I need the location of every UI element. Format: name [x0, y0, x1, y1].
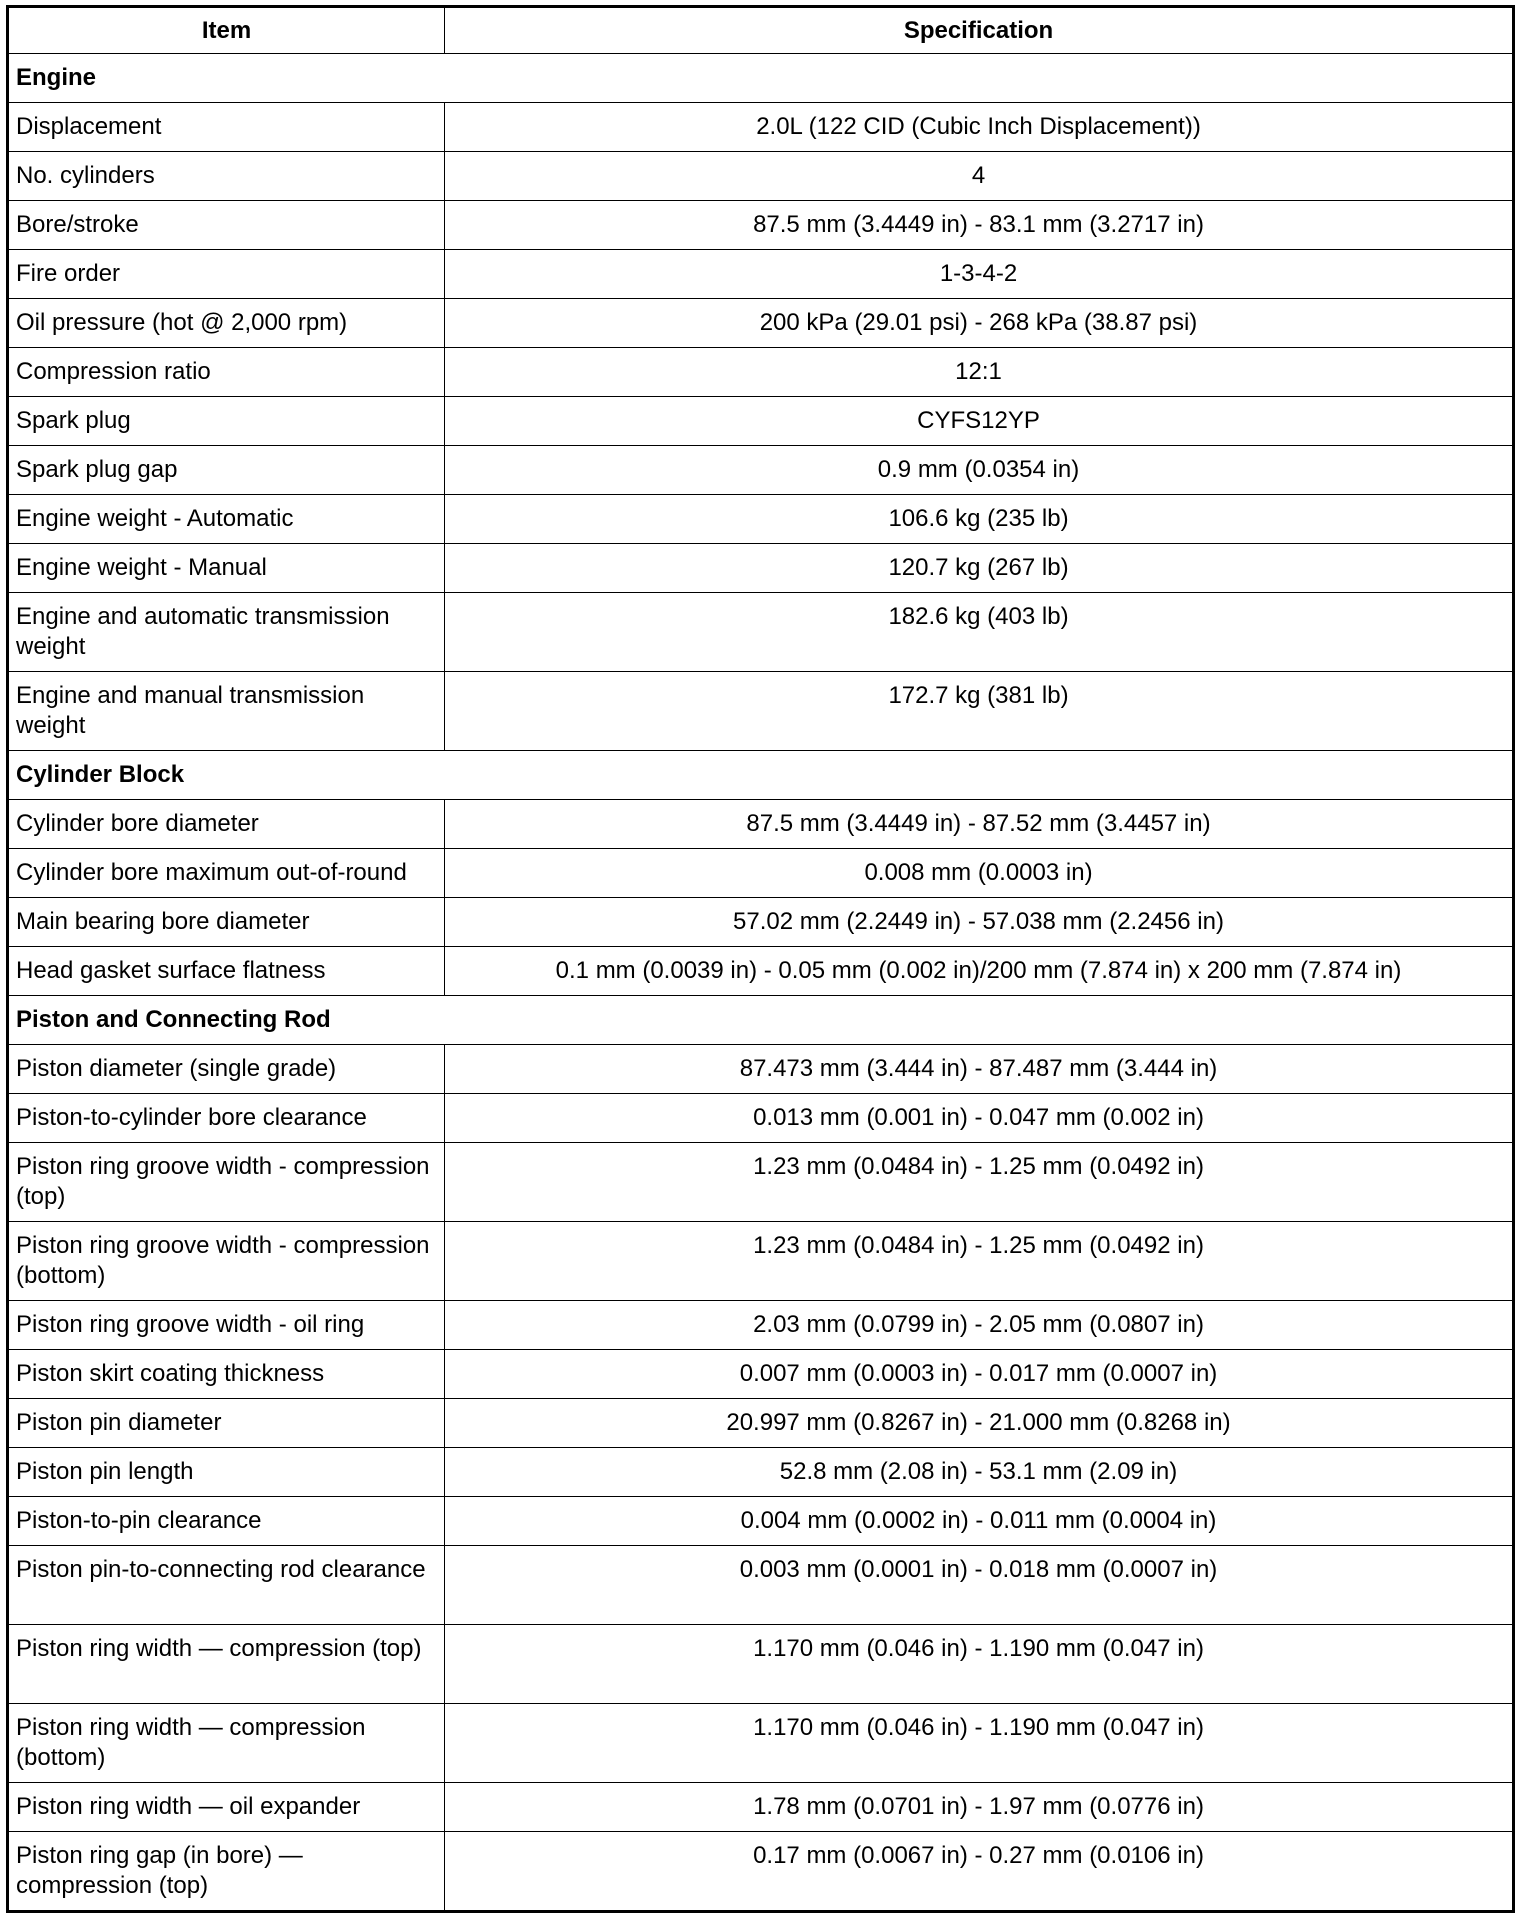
spec-cell: 1.78 mm (0.0701 in) - 1.97 mm (0.0776 in)	[445, 1783, 1514, 1832]
section-title-engine: Engine	[8, 54, 1514, 103]
item-cell: Piston pin-to-connecting rod clearance	[8, 1546, 445, 1625]
spec-cell: 52.8 mm (2.08 in) - 53.1 mm (2.09 in)	[445, 1448, 1514, 1497]
spec-cell: 0.003 mm (0.0001 in) - 0.018 mm (0.0007 in)	[445, 1546, 1514, 1625]
spec-cell: 57.02 mm (2.2449 in) - 57.038 mm (2.2456 in)	[445, 898, 1514, 947]
table-row	[8, 1045, 1514, 1094]
table-row	[8, 1625, 1514, 1704]
table-row	[8, 672, 1514, 751]
table-row	[8, 1143, 1514, 1222]
spec-cell: 20.997 mm (0.8267 in) - 21.000 mm (0.8268 in)	[445, 1399, 1514, 1448]
spec-cell: 0.9 mm (0.0354 in)	[445, 446, 1514, 495]
table-row	[8, 446, 1514, 495]
spec-cell: 0.1 mm (0.0039 in) - 0.05 mm (0.002 in)/200 mm (7.874 in) x 200 mm (7.874 in)	[445, 947, 1514, 996]
spec-cell: 0.004 mm (0.0002 in) - 0.011 mm (0.0004 in)	[445, 1497, 1514, 1546]
spec-cell: 106.6 kg (235 lb)	[445, 495, 1514, 544]
table-row	[8, 103, 1514, 152]
item-cell: Engine weight - Manual	[8, 544, 445, 593]
item-cell: Piston ring groove width - compression (top)	[8, 1143, 445, 1222]
item-cell: Engine and automatic transmission weight	[8, 593, 445, 672]
table-row	[8, 1546, 1514, 1625]
item-cell: No. cylinders	[8, 152, 445, 201]
item-cell: Main bearing bore diameter	[8, 898, 445, 947]
item-cell: Piston skirt coating thickness	[8, 1350, 445, 1399]
table-row	[8, 1301, 1514, 1350]
item-cell: Piston ring gap (in bore) — compression (top)	[8, 1832, 445, 1912]
item-cell: Piston ring width — compression (top)	[8, 1625, 445, 1704]
spec-cell: 0.008 mm (0.0003 in)	[445, 849, 1514, 898]
table-row	[8, 397, 1514, 446]
table-row	[8, 1094, 1514, 1143]
section-row	[8, 751, 1514, 800]
section-row	[8, 54, 1514, 103]
spec-cell: 120.7 kg (267 lb)	[445, 544, 1514, 593]
table-row	[8, 152, 1514, 201]
spec-cell: 2.0L (122 CID (Cubic Inch Displacement))	[445, 103, 1514, 152]
spec-cell: 2.03 mm (0.0799 in) - 2.05 mm (0.0807 in)	[445, 1301, 1514, 1350]
spec-cell: 87.5 mm (3.4449 in) - 87.52 mm (3.4457 in)	[445, 800, 1514, 849]
table-row	[8, 201, 1514, 250]
spec-cell: 1.23 mm (0.0484 in) - 1.25 mm (0.0492 in)	[445, 1143, 1514, 1222]
table-row	[8, 1832, 1514, 1912]
item-cell: Fire order	[8, 250, 445, 299]
table-row	[8, 348, 1514, 397]
section-title-piston-and-connecting-rod: Piston and Connecting Rod	[8, 996, 1514, 1045]
section-title-cylinder-block: Cylinder Block	[8, 751, 1514, 800]
table-row	[8, 1497, 1514, 1546]
item-cell: Piston ring width — oil expander	[8, 1783, 445, 1832]
table-row	[8, 1399, 1514, 1448]
spec-cell: 1-3-4-2	[445, 250, 1514, 299]
spec-cell: 0.013 mm (0.001 in) - 0.047 mm (0.002 in)	[445, 1094, 1514, 1143]
spec-cell: 0.17 mm (0.0067 in) - 0.27 mm (0.0106 in)	[445, 1832, 1514, 1912]
header-specification: Specification	[445, 7, 1514, 54]
item-cell: Head gasket surface flatness	[8, 947, 445, 996]
item-cell: Piston pin length	[8, 1448, 445, 1497]
table-row	[8, 1783, 1514, 1832]
table-header-row	[8, 7, 1514, 54]
spec-cell: 1.170 mm (0.046 in) - 1.190 mm (0.047 in)	[445, 1625, 1514, 1704]
spec-cell: 0.007 mm (0.0003 in) - 0.017 mm (0.0007 in)	[445, 1350, 1514, 1399]
item-cell: Piston diameter (single grade)	[8, 1045, 445, 1094]
table-row	[8, 495, 1514, 544]
spec-cell: 1.23 mm (0.0484 in) - 1.25 mm (0.0492 in)	[445, 1222, 1514, 1301]
section-row	[8, 996, 1514, 1045]
spec-cell: 172.7 kg (381 lb)	[445, 672, 1514, 751]
item-cell: Piston pin diameter	[8, 1399, 445, 1448]
item-cell: Piston-to-cylinder bore clearance	[8, 1094, 445, 1143]
item-cell: Piston ring groove width - compression (bottom)	[8, 1222, 445, 1301]
table-row	[8, 1222, 1514, 1301]
item-cell: Cylinder bore maximum out-of-round	[8, 849, 445, 898]
spec-cell: 12:1	[445, 348, 1514, 397]
item-cell: Piston-to-pin clearance	[8, 1497, 445, 1546]
spec-cell: CYFS12YP	[445, 397, 1514, 446]
specification-table	[6, 5, 1515, 1913]
table-row	[8, 1350, 1514, 1399]
item-cell: Spark plug gap	[8, 446, 445, 495]
spec-cell: 1.170 mm (0.046 in) - 1.190 mm (0.047 in)	[445, 1704, 1514, 1783]
spec-cell: 182.6 kg (403 lb)	[445, 593, 1514, 672]
item-cell: Bore/stroke	[8, 201, 445, 250]
table-row	[8, 1704, 1514, 1783]
table-row	[8, 898, 1514, 947]
header-item: Item	[8, 7, 445, 54]
item-cell: Displacement	[8, 103, 445, 152]
table-row	[8, 250, 1514, 299]
item-cell: Piston ring groove width - oil ring	[8, 1301, 445, 1350]
item-cell: Piston ring width — compression (bottom)	[8, 1704, 445, 1783]
item-cell: Oil pressure (hot @ 2,000 rpm)	[8, 299, 445, 348]
spec-cell: 87.473 mm (3.444 in) - 87.487 mm (3.444 in)	[445, 1045, 1514, 1094]
table-row	[8, 544, 1514, 593]
table-row	[8, 299, 1514, 348]
table-row	[8, 1448, 1514, 1497]
item-cell: Compression ratio	[8, 348, 445, 397]
item-cell: Spark plug	[8, 397, 445, 446]
table-row	[8, 593, 1514, 672]
table-row	[8, 947, 1514, 996]
spec-cell: 4	[445, 152, 1514, 201]
item-cell: Engine weight - Automatic	[8, 495, 445, 544]
table-row	[8, 800, 1514, 849]
item-cell: Engine and manual transmission weight	[8, 672, 445, 751]
item-cell: Cylinder bore diameter	[8, 800, 445, 849]
spec-cell: 87.5 mm (3.4449 in) - 83.1 mm (3.2717 in)	[445, 201, 1514, 250]
spec-cell: 200 kPa (29.01 psi) - 268 kPa (38.87 psi)	[445, 299, 1514, 348]
table-row	[8, 849, 1514, 898]
